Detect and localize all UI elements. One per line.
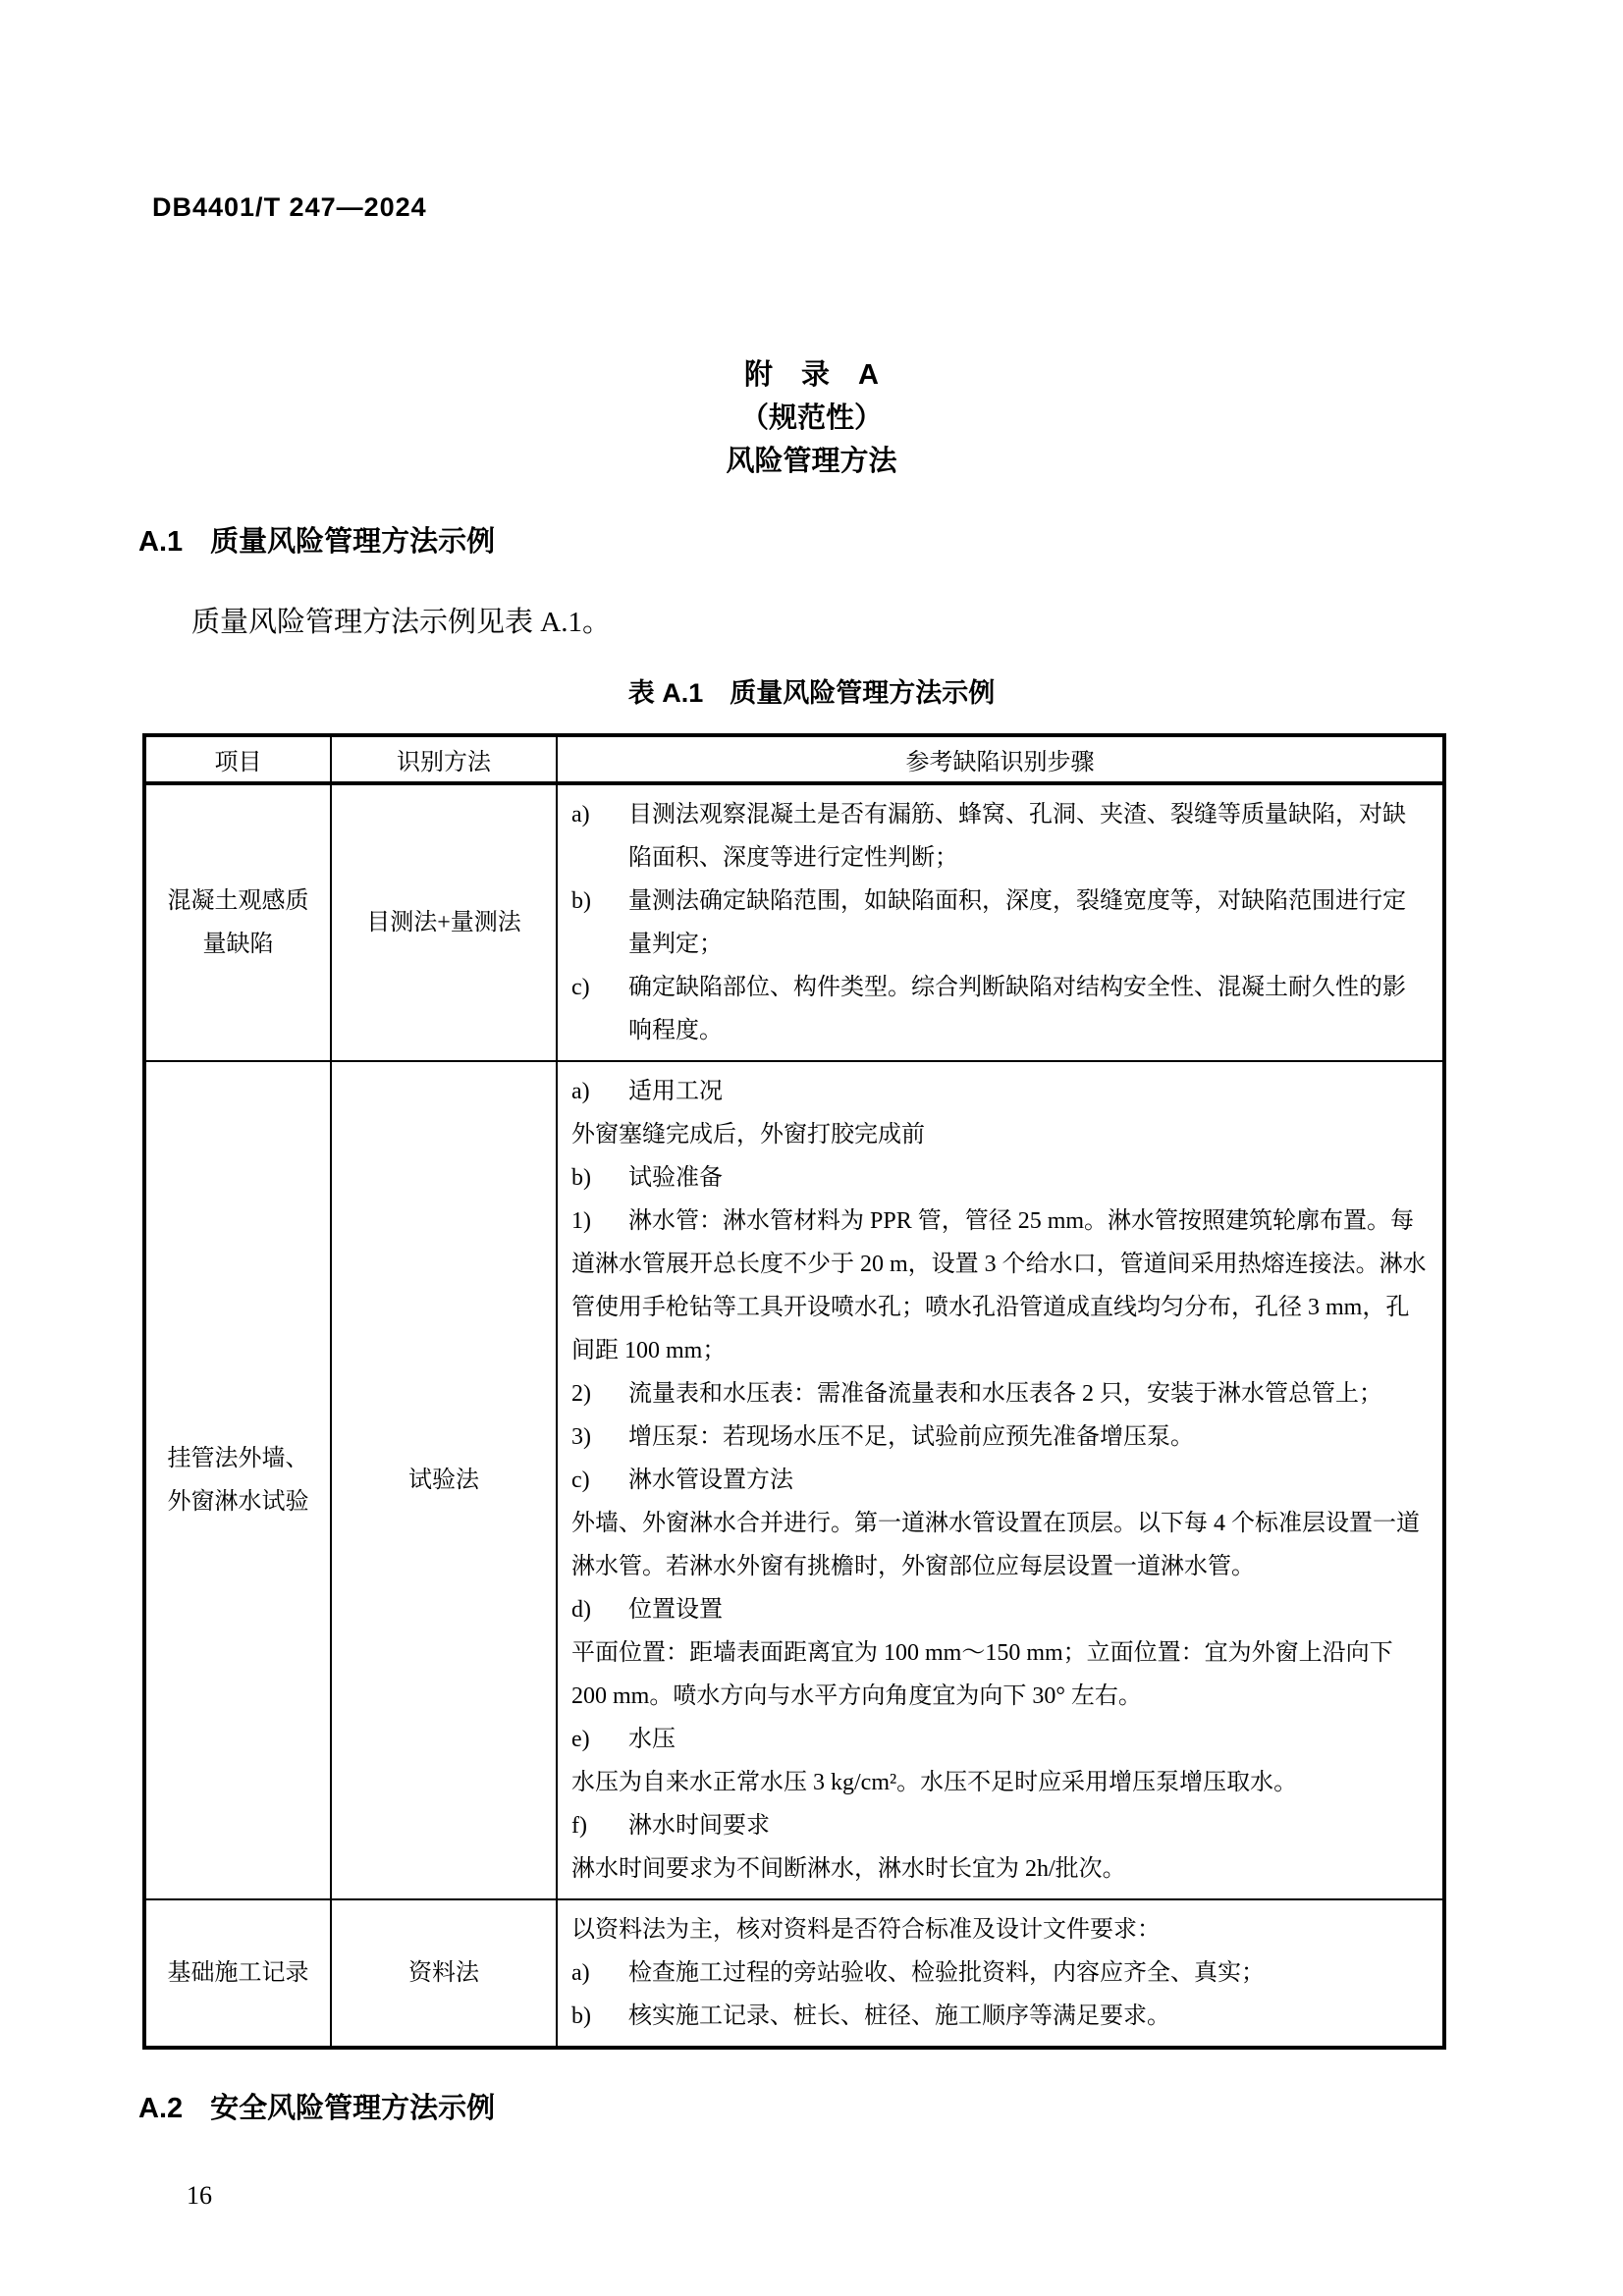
step-item: [571, 1070, 1429, 1113]
step-item: 平面位置：距墙表面距离宜为 100 mm～150 mm；立面位置：宜为外窗上沿向下 200 mm。喷水方向与水平方向角度宜为向下 30° 左右。: [571, 1640, 1393, 1709]
table-row: [144, 1899, 1444, 2048]
item-cell: 基础施工记录: [144, 1899, 331, 2048]
step-text: 适用工况: [628, 1079, 723, 1104]
table-row: [144, 783, 1444, 1061]
step-item: [571, 1459, 1429, 1502]
section-number: A.2: [138, 2093, 184, 2124]
section-title: 安全风险管理方法示例: [210, 2093, 496, 2124]
step-label: b): [571, 888, 591, 914]
step-label: a): [571, 1960, 590, 1986]
step-item: [571, 793, 1429, 880]
table-caption: 表 A.1 质量风险管理方法示例: [627, 678, 996, 708]
step-text: 确定缺陷部位、构件类型。综合判断缺陷对结构安全性、混凝土耐久性的影响程度。: [628, 975, 1406, 1043]
step-label: e): [571, 1727, 590, 1752]
step-text: 量测法确定缺陷范围，如缺陷面积，深度，裂缝宽度等，对缺陷范围进行定量判定；: [628, 888, 1406, 957]
steps-cell: [557, 1899, 1444, 2048]
item-cell: 混凝土观感质量缺陷: [144, 783, 331, 1061]
method-cell: 资料法: [331, 1899, 557, 2048]
step-label: f): [571, 1813, 587, 1839]
step-item: [571, 1156, 1429, 1200]
step-item: 外墙、外窗淋水合并进行。第一道淋水管设置在顶层。以下每 4 个标准层设置一道淋水管。若淋水外窗有挑檐时，外窗部位应每层设置一道淋水管。: [571, 1511, 1420, 1579]
step-item: 淋水时间要求为不间断淋水，淋水时长宜为 2h/批次。: [571, 1856, 1126, 1882]
item-cell: 挂管法外墙、外窗淋水试验: [144, 1061, 331, 1899]
step-text: 流量表和水压表：需准备流量表和水压表各 2 只，安装于淋水管总管上；: [628, 1381, 1382, 1407]
appendix-title-block: [142, 353, 1481, 483]
step-text: 水压: [628, 1727, 676, 1752]
step-text: 目测法观察混凝土是否有漏筋、蜂窝、孔洞、夹渣、裂缝等质量缺陷，对缺陷面积、深度等进行定性判断；: [628, 802, 1406, 871]
step-item: [571, 1804, 1429, 1847]
section-title: 质量风险管理方法示例: [210, 526, 496, 558]
step-label: d): [571, 1597, 591, 1623]
step-label: c): [571, 975, 590, 1000]
step-item: [571, 1200, 1429, 1372]
steps-cell: [557, 783, 1444, 1061]
step-item: 外窗塞缝完成后，外窗打胶完成前: [571, 1122, 925, 1148]
appendix-title-line3: 风险管理方法: [726, 446, 897, 477]
step-item: [571, 880, 1429, 966]
appendix-title-line1: 附 录 A: [744, 359, 879, 391]
method-cell: 目测法+量测法: [331, 783, 557, 1061]
step-item: 以资料法为主，核对资料是否符合标准及设计文件要求：: [571, 1917, 1161, 1943]
step-label: b): [571, 1165, 591, 1191]
method-cell: 试验法: [331, 1061, 557, 1899]
step-text: 位置设置: [628, 1597, 723, 1623]
step-text: 淋水管设置方法: [628, 1468, 793, 1493]
table-row: [144, 1061, 1444, 1899]
step-label: b): [571, 2003, 591, 2029]
step-label: a): [571, 1079, 590, 1104]
step-label: c): [571, 1468, 590, 1493]
step-item: 水压为自来水正常水压 3 kg/cm²。水压不足时应采用增压泵增压取水。: [571, 1770, 1298, 1795]
step-text: 试验准备: [628, 1165, 723, 1191]
column-header-steps: 参考缺陷识别步骤: [557, 735, 1444, 783]
step-item: [571, 966, 1429, 1052]
section-number: A.1: [138, 526, 184, 558]
quality-risk-table: [142, 733, 1446, 2050]
step-label: 2): [571, 1381, 591, 1407]
column-header-item: 项目: [144, 735, 331, 783]
step-text: 淋水时间要求: [628, 1813, 770, 1839]
step-text: 核实施工记录、桩长、桩径、施工顺序等满足要求。: [628, 2003, 1170, 2029]
table-header-row: [144, 735, 1444, 783]
step-item: [571, 1588, 1429, 1631]
step-item: [571, 1718, 1429, 1761]
step-label: 1): [571, 1208, 591, 1234]
step-text: 检查施工过程的旁站验收、检验批资料，内容应齐全、真实；: [628, 1960, 1265, 1986]
section-heading-a2: [138, 2091, 1481, 2126]
step-item: [571, 1415, 1429, 1459]
appendix-title-line2: （规范性）: [739, 402, 883, 434]
step-label: a): [571, 802, 590, 828]
standard-number-header: DB4401/T 247—2024: [152, 192, 427, 222]
step-text: 淋水管：淋水管材料为 PPR 管，管径 25 mm。淋水管按照建筑轮廓布置。每道淋水管展开总长度不少于 20 m，设置 3 个给水口，管道间采用热熔连接法。淋水管使用手枪钻等工具开设喷水孔；喷水孔沿管道成直线均匀分布，孔径 3 mm，孔间距 100 mm；: [571, 1208, 1427, 1363]
column-header-method: 识别方法: [331, 735, 557, 783]
intro-paragraph: 质量风险管理方法示例见表 A.1。: [191, 607, 611, 638]
step-item: [571, 1951, 1429, 1995]
step-text: 增压泵：若现场水压不足，试验前应预先准备增压泵。: [628, 1424, 1194, 1450]
section-heading-a1: [138, 524, 1481, 560]
step-item: [571, 1372, 1429, 1415]
step-item: [571, 1995, 1429, 2038]
page-number: 16: [187, 2181, 212, 2210]
steps-cell: [557, 1061, 1444, 1899]
step-label: 3): [571, 1424, 591, 1450]
